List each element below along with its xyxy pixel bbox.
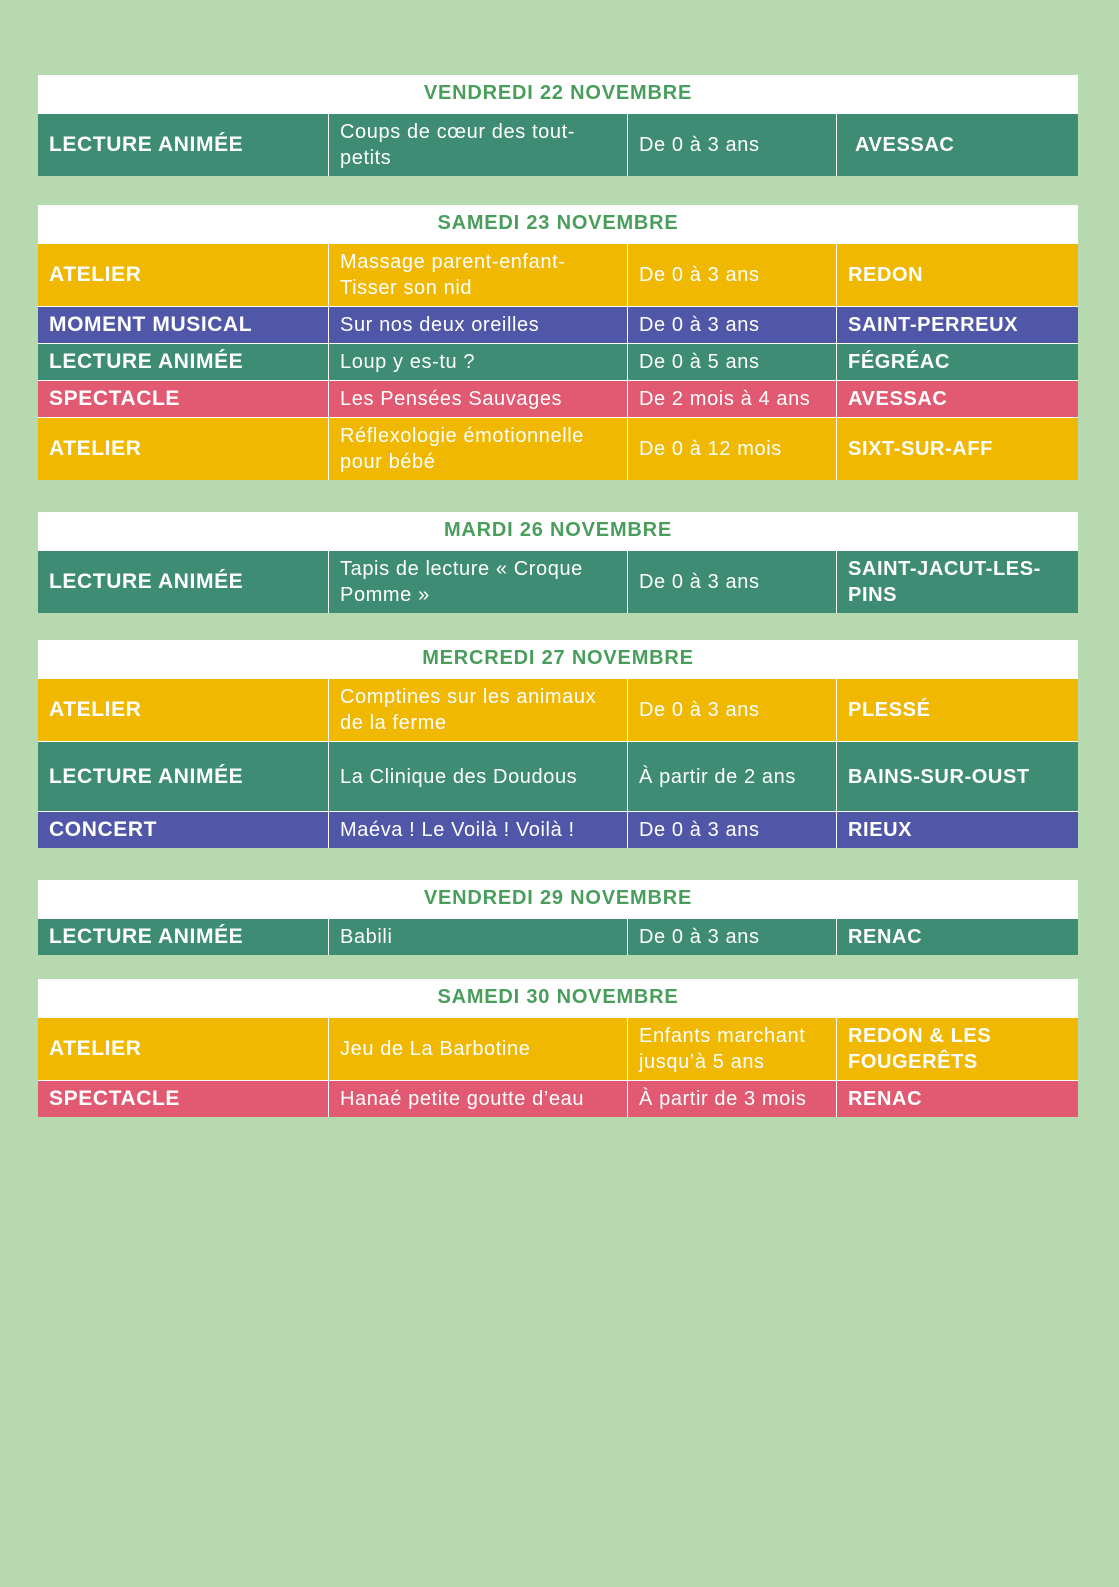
event-title: Les Pensées Sauvages: [328, 381, 627, 417]
day-header: SAMEDI 23 NOVEMBRE: [38, 205, 1078, 243]
day-block-samedi-30: [38, 979, 1078, 1117]
event-title: La Clinique des Doudous: [328, 742, 627, 811]
event-age: De 0 à 3 ans: [627, 244, 836, 306]
event-type: ATELIER: [49, 437, 142, 460]
event-type: LECTURE ANIMÉE: [49, 133, 244, 156]
day-block-samedi-23: [38, 205, 1078, 480]
event-age: À partir de 2 ans: [627, 742, 836, 811]
event-place: FÉGRÉAC: [836, 344, 1078, 380]
event-row: [38, 380, 1078, 417]
event-title: Loup y es-tu ?: [328, 344, 627, 380]
event-age: De 0 à 3 ans: [627, 114, 836, 176]
event-title: Comptines sur les animaux de la ferme: [328, 679, 627, 741]
event-title: Maéva ! Le Voilà ! Voilà !: [328, 812, 627, 848]
event-place: PLESSÉ: [836, 679, 1078, 741]
event-type: CONCERT: [49, 818, 158, 841]
event-title: Réflexologie émotionnelle pour bébé: [328, 418, 627, 480]
event-type: LECTURE ANIMÉE: [49, 925, 244, 948]
event-place: SAINT-PERREUX: [836, 307, 1078, 343]
event-title: Tapis de lecture « Croque Pomme »: [328, 551, 627, 613]
event-title: Sur nos deux oreilles: [328, 307, 627, 343]
event-type: ATELIER: [49, 1037, 142, 1060]
event-row: [38, 811, 1078, 848]
event-age: De 0 à 3 ans: [627, 679, 836, 741]
event-title: Coups de cœur des tout-petits: [328, 114, 627, 176]
event-row: [38, 918, 1078, 955]
day-block-mardi-26: [38, 512, 1078, 613]
event-row: [38, 741, 1078, 811]
event-place: RENAC: [836, 919, 1078, 955]
event-age: Enfants marchant jusqu’à 5 ans: [627, 1018, 836, 1080]
event-title: Jeu de La Barbotine: [328, 1018, 627, 1080]
event-age: De 0 à 3 ans: [627, 551, 836, 613]
event-type: SPECTACLE: [49, 1087, 181, 1110]
day-header: MERCREDI 27 NOVEMBRE: [38, 640, 1078, 678]
day-block-vendredi-29: [38, 880, 1078, 955]
event-row: [38, 678, 1078, 741]
event-row: [38, 550, 1078, 613]
event-row: [38, 343, 1078, 380]
event-title: Hanaé petite goutte d’eau: [328, 1081, 627, 1117]
event-age: De 0 à 3 ans: [627, 812, 836, 848]
day-header: SAMEDI 30 NOVEMBRE: [38, 979, 1078, 1017]
event-type: MOMENT MUSICAL: [49, 313, 253, 336]
event-place: RIEUX: [836, 812, 1078, 848]
event-row: [38, 113, 1078, 176]
event-age: De 0 à 3 ans: [627, 919, 836, 955]
event-place: BAINS-SUR-OUST: [836, 742, 1078, 811]
event-place: AVESSAC: [836, 114, 1078, 176]
day-block-vendredi-22: [38, 75, 1078, 176]
event-age: De 0 à 12 mois: [627, 418, 836, 480]
event-type: LECTURE ANIMÉE: [49, 570, 244, 593]
event-place: REDON & LES FOUGERÊTS: [836, 1018, 1078, 1080]
event-type: ATELIER: [49, 698, 142, 721]
event-title: Massage parent-enfant-Tisser son nid: [328, 244, 627, 306]
event-row: [38, 1017, 1078, 1080]
event-row: [38, 243, 1078, 306]
event-type: LECTURE ANIMÉE: [49, 764, 244, 788]
event-place: AVESSAC: [836, 381, 1078, 417]
event-type: SPECTACLE: [49, 387, 181, 410]
event-row: [38, 1080, 1078, 1117]
event-row: [38, 306, 1078, 343]
day-header: MARDI 26 NOVEMBRE: [38, 512, 1078, 550]
day-header: VENDREDI 29 NOVEMBRE: [38, 880, 1078, 918]
event-place: RENAC: [836, 1081, 1078, 1117]
event-type: ATELIER: [49, 263, 142, 286]
event-age: De 0 à 3 ans: [627, 307, 836, 343]
event-age: À partir de 3 mois: [627, 1081, 836, 1117]
day-block-mercredi-27: [38, 640, 1078, 848]
event-place: REDON: [836, 244, 1078, 306]
event-place: SAINT-JACUT-LES-PINS: [836, 551, 1078, 613]
event-age: De 0 à 5 ans: [627, 344, 836, 380]
event-title: Babili: [328, 919, 627, 955]
day-header: VENDREDI 22 NOVEMBRE: [38, 75, 1078, 113]
event-place: SIXT-SUR-AFF: [836, 418, 1078, 480]
event-age: De 2 mois à 4 ans: [627, 381, 836, 417]
event-type: LECTURE ANIMÉE: [49, 350, 244, 373]
event-row: [38, 417, 1078, 480]
